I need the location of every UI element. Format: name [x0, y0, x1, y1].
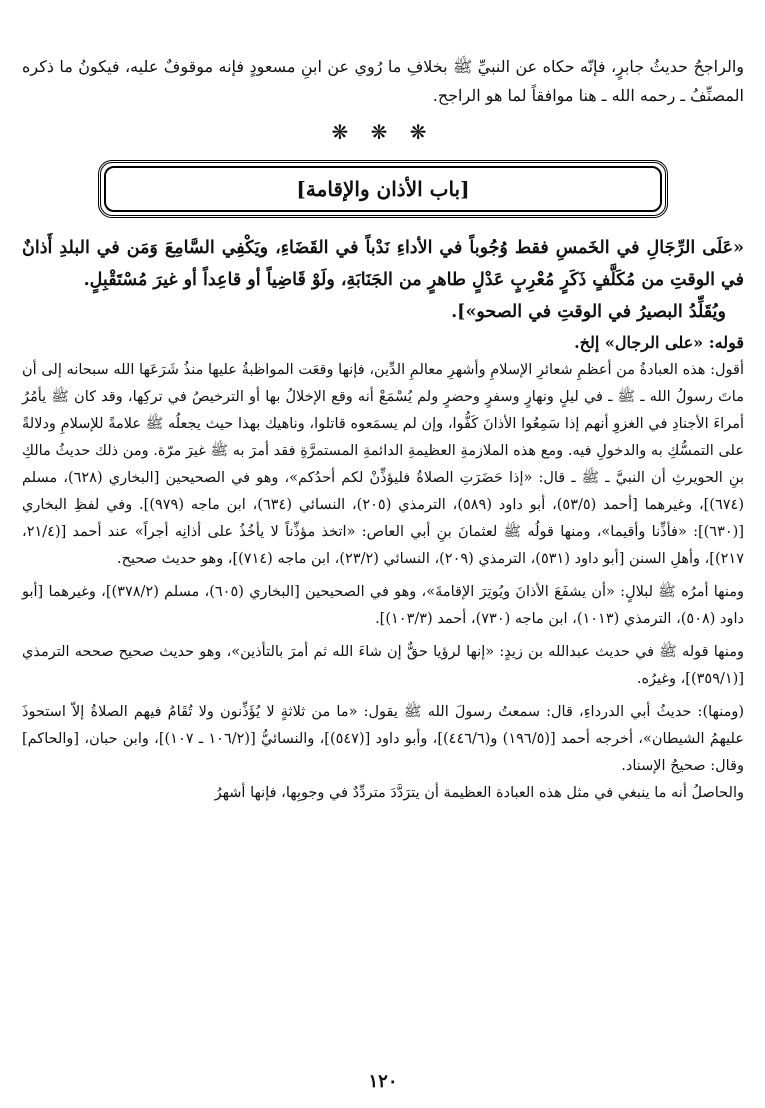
bilal-paragraph: ومنها أمرُه ﷺ لبلالٍ: «أن يشفَعَ الأذانَ ويُوتِرَ الإقامةَ»، وهو في الصحيحين [البخاري (٦٠٥)، مسلم (٣٧٨/٢)]، وغيرهما [أبو داود (٥٠٨)، الترمذي (١٠١٣)، ابن ماجه (٧٣٠)، أحمد (١٠٣/٣)].	[22, 584, 744, 627]
abu-darda-paragraph: (ومنها): حديثُ أبي الدرداءِ، قال: سمعتُ رسولَ الله ﷺ يقول: «ما من ثلاثةٍ لا يُؤَذِّنون ولا تُقَامُ فيهم الصلاةُ إلاّ استحوذَ عليهمُ الشيطان»، أخرجه أحمد [(١٩٦/٥) و(٤٤٦/٦)]، وأبو داود [(٥٤٧)]، والنسائيُّ [(١٠٦/٢ ـ ١٠٧)]، وابن حبان، [والحاكم] وقال: صحيحُ الإسناد.	[22, 704, 744, 774]
section-separator: ❋ ❋ ❋	[331, 120, 435, 144]
page-content	[22, 52, 744, 1092]
commentary-aqool-paragraph: أقول: هذه العبادةُ من أعظمِ شعائرِ الإسلامِ وأشهرِ معالمِ الدِّين، فإنها وقعَت المواظبةُ عليها منذُ شَرَعَها الله سبحانه إلى أن ماتَ رسولُ الله ـ ﷺ ـ في ليلٍ ونهارٍ وسفرٍ وحضرٍ ولم يُسْمَعْ أنه وقع الإخلالُ بها أو الترخيصُ في تركِها، وقد كان ﷺ يأمُرُ أمراءَ الأجنادِ في الغزوِ أنهم إذا سَمِعُوا الأذانَ كَفُّوا، وإن لم يسمَعوه قاتلوا، وناهيك بهذا حيث يجعلُه ﷺ علامةً للإسلامِ ودلالةً على التمسُّكِ به والدخولِ فيه. ومع هذه الملازمةِ العظيمةِ الدائمةِ المستمرَّةِ فقد أمرَ به ﷺ غيرَ مرّة. ومن ذلك حديثُ مالكِ بنِ الحويرثِ أن النبيَّ ـ ﷺ ـ قال: «إذا حَضَرَتِ الصلاةُ فليؤذِّنْ لكم أحدُكم»، وهو في الصحيحين [البخاري (٦٢٨)، مسلم (٦٧٤)]، وغيرهما [أحمد (٥٣/٥)، أبو داود (٥٨٩)، الترمذي (٢٠٥)، النسائي (٦٣٤)، ابن ماجه (٩٧٩)]. وفي لفظِ البخاري [(٦٣٠)]: «فأذِّنا وأقيما»، ومنها قولُه ﷺ لعثمانَ بنِ أبي العاص: «اتخذ مؤذِّناً لا يأخُذُ على أذانِه أجراً» عند أحمد [(٢١/٤، ٢١٧)]، وأهلِ السنن [أبو داود (٥٣١)، الترمذي (٢٠٩)، النسائي (٢٣/٢)، ابن ماجه (٧١٤)]، وهو حديث صحيح.	[22, 362, 744, 567]
abdullah-ibn-zayd-paragraph: ومنها قوله ﷺ في حديث عبدالله بن زيدٍ: «إنها لرؤيا حقٌّ إن شاءَ الله ثم أمرَ بالتأذين»، وهو حديث صحيح صححه الترمذي [(٣٥٩/١)]، وغيرُه.	[22, 644, 744, 687]
matn-text-continued: ويُقَلِّدُ البصيرُ في الوقتِ في الصحو»].	[451, 302, 726, 322]
page-number: ١٢٠	[368, 1071, 398, 1092]
qawluhu-heading: قوله: «على الرجال» إلخ.	[574, 333, 744, 352]
chapter-title-inner-frame	[104, 166, 662, 212]
matn-text: «عَلَى الرِّجَالِ في الخَمسِ فقط وُجُوباً في الأداءِ نَدْباً في القَضَاءِ، ويَكْفِي السَّامِعَ وَمَن في البلدِ أَذانٌ في الوقتِ من مُكَلَّفٍ ذَكَرٍ مُعْرِبٍ عَدْلٍ طاهرٍ من الجَنَابَةِ، ولَوْ قَاضِياً أو قاعِداً أو غيرَ مُسْتَقْبِلٍ.	[22, 238, 744, 290]
conclusion-paragraph: والحاصلُ أنه ما ينبغي في مثل هذه العبادة العظيمة أن يترَدَّدَ متردِّدٌ في وجوبِها، فإنها أشهرُ	[214, 785, 744, 801]
chapter-title-frame	[98, 160, 668, 218]
chapter-title: [باب الأذان والإقامة]	[296, 177, 470, 201]
intro-paragraph: والراجحُ حديثُ جابرٍ، فإنّه حكاه عن النبيِّ ﷺ بخلافِ ما رُوي عن ابنِ مسعودٍ فإنه موقوفٌ عليه، فيكونُ ما ذكره المصنِّفُ ـ رحمه الله ـ هنا موافقاً لما هو الراجح.	[22, 57, 744, 105]
